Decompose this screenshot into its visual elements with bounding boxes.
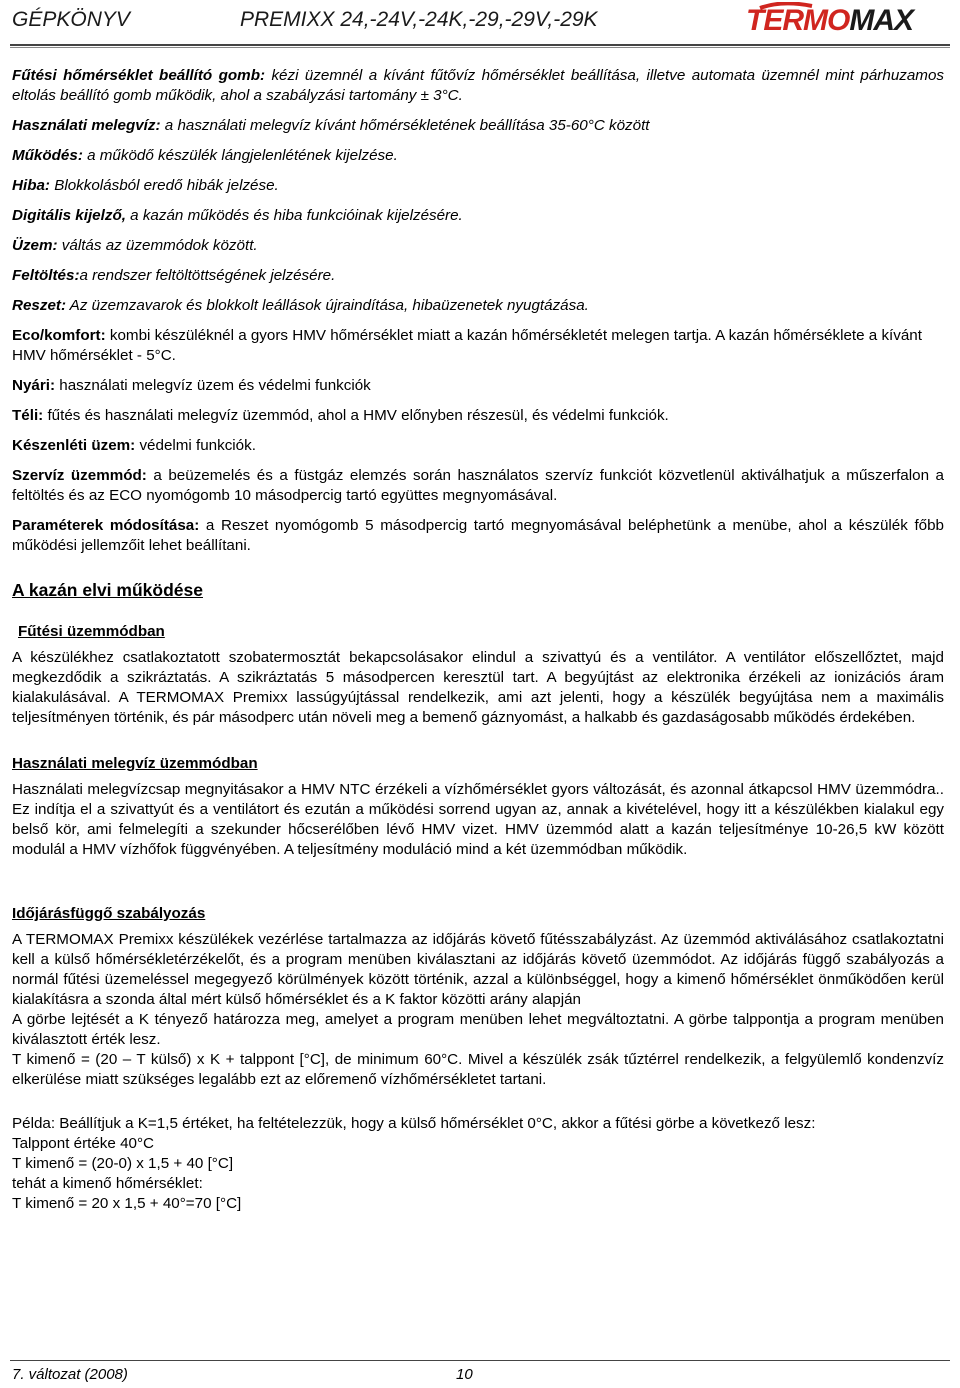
item-reset: Reszet: Az üzemzavarok és blokkolt leállások újraindítása, hibaüzenetek nyugtázása.	[12, 297, 589, 314]
item-hot-water: Használati melegvíz: a használati melegvíz kívánt hőmérsékletének beállítása 35-60°C között	[12, 117, 650, 134]
section-title: A kazán elvi működése	[12, 580, 203, 600]
page-content	[12, 66, 944, 1214]
item-heating-knob: Fűtési hőmérséklet beállító gomb: kézi üzemnél a kívánt fűtővíz hőmérséklet beállítása, illetve automata üzemnél mint párhuzamos eltolás beállító gomb működik, ahol a szabályzási tartomány ± 3°C.	[12, 67, 944, 104]
item-fill: Feltöltés:a rendszer feltöltöttségének jelzésére.	[12, 267, 336, 284]
item-mode: Üzem: váltás az üzemmódok között.	[12, 237, 258, 254]
page-footer	[12, 1366, 952, 1383]
header-manual-title: GÉPKÖNYV	[12, 8, 130, 31]
header-rule-thin	[10, 47, 950, 48]
item-error: Hiba: Blokkolásból eredő hibák jelzése.	[12, 177, 279, 194]
item-summer: Nyári: használati melegvíz üzem és védelmi funkciók	[12, 377, 371, 394]
example-line-1: Talppont értéke 40°C	[12, 1135, 155, 1152]
subsection-heating-title: Fűtési üzemmódban	[18, 623, 165, 640]
item-eco-comfort: Eco/komfort: kombi készüléknél a gyors HMV hőmérséklet miatt a kazán hőmérsékletét melegen tartja. A kazán hőmérséklete a kívánt HMV hőmérséklet - 5°C.	[12, 327, 922, 364]
subsection-hotwater-text: Használati melegvízcsap megnyitásakor a HMV NTC érzékeli a vízhőmérséklet gyors változását, és azonnal átkapcsol HMV üzemmódra.. Ez indítja el a szivattyút és a ventilátort és ezután a működési sorrend ugyan az, annak a kivételével, hogy itt a készülékben kialakul egy belső kör, ami felmelegíti a szekunder hőcserélőben lévő HMV vizet. HMV üzemmód alatt a kazán teljesítménye 10-26,5 kW között modulál a HMV vízhőfok függvényében. A teljesítmény moduláció mind a két üzemmódban működik.	[12, 781, 944, 858]
page-header	[0, 0, 960, 48]
example-line-2: T kimenő = (20-0) x 1,5 + 40 [°C]	[12, 1155, 234, 1172]
subsection-heating-text: A készülékhez csatlakoztatott szobatermosztát bekapcsolásakor elindul a szivattyú és a ventilátor. A ventilátor előszellőztet, majd megkezdődik a szikráztatás. A szikráztatás 5 másodpercen keresztül tart. A begyújtást az elektronika érzékeli az ionizációs áram kialakulásával. A TERMOMAX Premixx lassúgyújtással rendelkezik, ami azt jelenti, hogy a készülék begyújtása nem a maximális teljesítményen történik, és pár másodperc után növeli meg a bemenő gáznyomást, a halkabb és gazdaságosabb működés érdekében.	[12, 649, 944, 726]
footer-version: 7. változat (2008)	[12, 1366, 128, 1383]
item-display: Digitális kijelző, a kazán működés és hiba funkcióinak kijelzésére.	[12, 207, 463, 224]
header-model-title: PREMIXX 24,-24V,-24K,-29,-29V,-29K	[240, 8, 598, 31]
subsection-weather-text: A TERMOMAX Premixx készülékek vezérlése tartalmazza az időjárás követő fűtésszabályzást. Az üzemmód aktiválásához csatlakoztatni kell a külső hőmérsékletérzékelőt, és a program menüben kiválasztani az időjárás követő üzemmódot. Az időjárás függő szabályozás a normál fűtési üzemeléssel megegyező körülmények között történik, azzal a különbséggel, hogy a kimenő hőmérséklet önműködően kerül kialakításra a szonda által mért külső hőmérséklet és a K faktor közötti arány alapján	[12, 931, 944, 1008]
termomax-logo	[742, 2, 952, 40]
example-line-3: tehát a kimenő hőmérséklet:	[12, 1175, 203, 1192]
example-intro: Példa: Beállítjuk a K=1,5 értéket, ha feltételezzük, hogy a külső hőmérséklet 0°C, akkor a fűtési görbe a következő lesz:	[12, 1115, 816, 1132]
header-rule	[10, 44, 950, 46]
example-block	[12, 1114, 944, 1214]
subsection-weather-text2: A görbe lejtését a K tényező határozza meg, amelyet a program menüben lehet megváltoztatni. A görbe talppontja a program menüben kiválasztott érték lesz.	[12, 1011, 944, 1048]
item-parameters: Paraméterek módosítása: a Reszet nyomógomb 5 másodpercig tartó megnyomásával beléphetünk a menübe, ahol a készülék főbb működési jellemzőit lehet beállítani.	[12, 517, 944, 554]
subsection-hotwater-title: Használati melegvíz üzemmódban	[12, 755, 258, 772]
item-winter: Téli: fűtés és használati melegvíz üzemmód, ahol a HMV előnyben részesül, és védelmi funkciók.	[12, 407, 669, 424]
footer-rule	[10, 1360, 950, 1361]
example-line-4: T kimenő = 20 x 1,5 + 40°=70 [°C]	[12, 1195, 242, 1212]
logo-wordmark: TERMOMAX	[746, 4, 913, 37]
item-operation: Működés: a működő készülék lángjelenlétének kijelzése.	[12, 147, 398, 164]
subsection-weather-title: Időjárásfüggő szabályozás	[12, 905, 206, 922]
item-standby: Készenléti üzem: védelmi funkciók.	[12, 437, 256, 454]
footer-page-number: 10	[456, 1366, 473, 1383]
item-service-mode: Szervíz üzemmód: a beüzemelés és a füstgáz elemzés során használatos szervíz funkciót közvetlenül aktiválhatjuk a műszerfalon a feltöltés és az ECO nyomógomb 10 másodpercig tartó együttes megnyomásával.	[12, 467, 945, 504]
subsection-weather-formula: T kimenő = (20 – T külső) x K + talppont [°C], de minimum 60°C. Mivel a készülék zsák tűztérrel rendelkezik, a felgyülemlő kondenzvíz elkerülése miatt szükséges legalább ezt az előremenő vízhőmérsékletet tartani.	[12, 1051, 944, 1088]
